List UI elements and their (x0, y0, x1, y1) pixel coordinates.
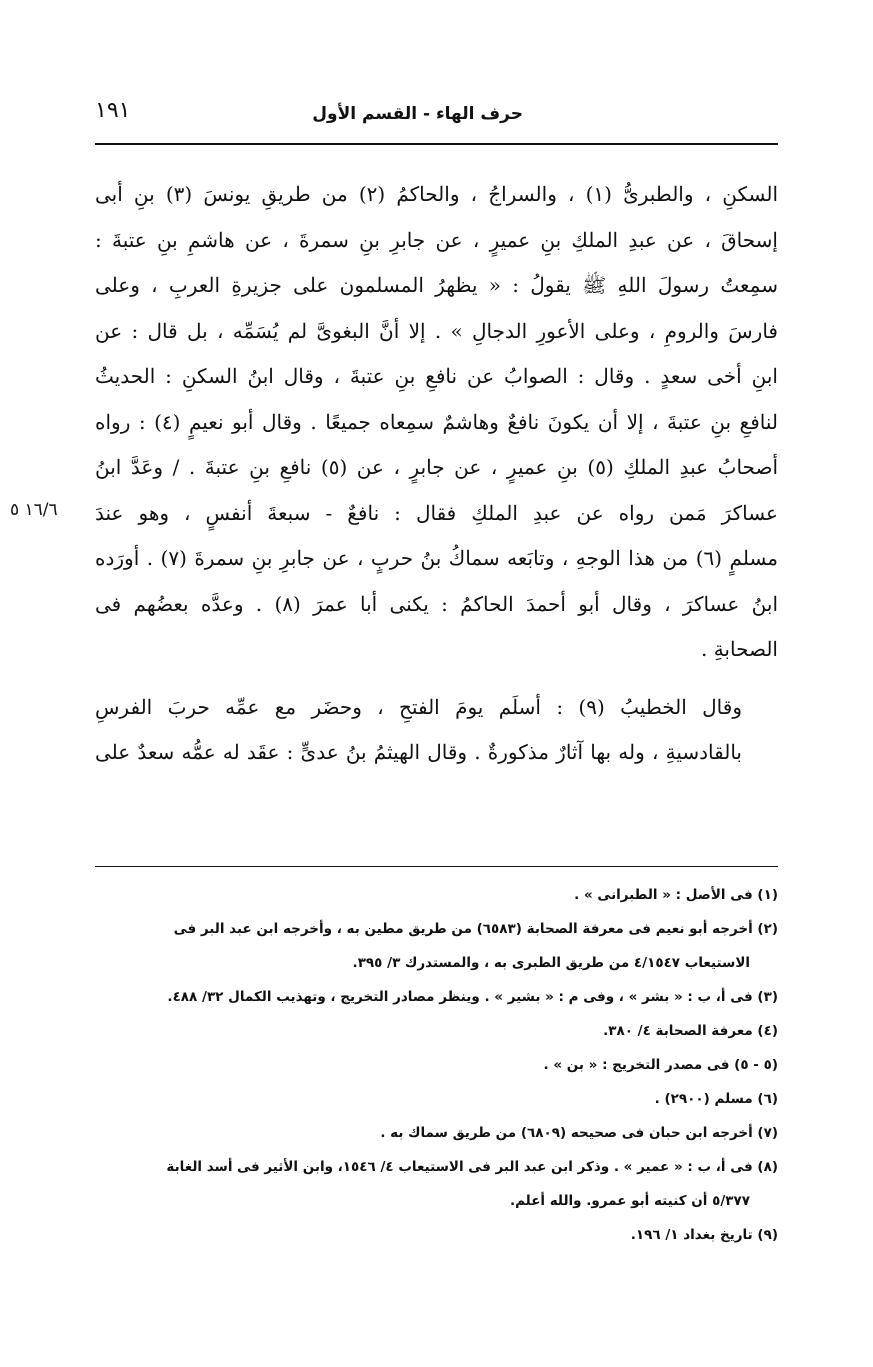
footnote: (٤) معرفة الصحابة ٤/ ٣٨٠. (603, 1023, 778, 1039)
paragraph-2 (95, 685, 778, 776)
text-line: أصحابُ عبدِ الملكِ (٥) بنِ عميرٍ ، عن جابرٍ ، عن (٥) نافعِ بنِ عتبةَ . / وعَدَّ ابنُ (95, 455, 778, 479)
margin-folio-note: ١٦/٦ ٥ (10, 500, 58, 520)
page-header (95, 98, 778, 138)
paragraph-1 (95, 172, 778, 673)
footnote: (٥ - ٥) فى مصدر التخريج : « بن » . (543, 1057, 778, 1073)
footnote: (١) فى الأصل : « الطبرانى » . (574, 887, 778, 903)
text-line: السكنِ ، والطبرىُّ (١) ، والسراجُ ، والحاكمُ (٢) من طريقِ يونسَ (٣) بنِ أبى (95, 182, 778, 206)
text-line: الصحابةِ . (700, 637, 778, 661)
text-line: بالقادسيةِ ، وله بها آثارٌ مذكورةٌ . وقال الهيثمُ بنُ عدىٍّ : عقَد له عمُّه سعدٌ على (95, 740, 742, 764)
text-line: فارسَ والرومِ ، وعلى الأعورِ الدجالِ » . إلا أنَّ البغوىَّ لم يُسَمِّه ، بل قال : عن (95, 318, 778, 343)
text-line: إسحاقَ ، عن عبدِ الملكِ بنِ عميرٍ ، عن جابرِ بنِ سمرةَ ، عن هاشمِ بنِ عتبةَ : (95, 227, 778, 252)
footnote-continuation: ٥/٣٧٧ أن كنيته أبو عمرو. والله أعلم. (509, 1193, 750, 1209)
text-line: عساكرَ مَمن رواه عن عبدِ الملكِ فقال : نافعٌ - سبعةَ أنفسٍ ، وهو عندَ (95, 500, 778, 525)
text-line: ابنِ أخى سعدٍ . وقال : الصوابُ عن نافعِ بنِ عتبةَ ، وقال ابنُ السكنِ : الحديثُ (95, 364, 778, 388)
footnote: (٧) أخرجه ابن حبان فى صحيحه (٦٨٠٩) من طريق سماك به . (380, 1125, 778, 1141)
footnote: (٨) فى أ، ب : « عمير » . وذكر ابن عبد البر فى الاستيعاب ٤/ ١٥٤٦، وابن الأثير فى أسد الغابة (166, 1159, 778, 1175)
footnote: (٣) فى أ، ب : « بشر » ، وفى م : « بشير » . وينظر مصادر التخريج ، وتهذيب الكمال ٣٢/ ٤٨٨. (167, 989, 778, 1005)
footnote-divider (95, 866, 778, 867)
running-title: حرف الهاء - القسم الأول (312, 104, 523, 124)
header-divider (95, 143, 778, 145)
footnote: (٢) أخرجه أبو نعيم فى معرفة الصحابة (٦٥٨٣) من طريق مطين به ، وأخرجه ابن عبد البر فى (173, 921, 778, 937)
page-number: ١٩١ (95, 98, 131, 123)
text-line: مسلمٍ (٦) من هذا الوجهِ ، وتابَعه سماكُ بنُ حربٍ ، عن جابرِ بنِ سمرةَ (٧) . أورَده (95, 546, 778, 570)
text-line: لنافعِ بنِ عتبةَ ، إلا أن يكونَ نافعٌ وهاشمٌ سمِعاه جميعًا . وقال أبو نعيمٍ (٤) : رواه (95, 409, 778, 434)
footnote-continuation: الاستيعاب ٤/١٥٤٧ من طريق الطبرى به ، والمستدرك ٣/ ٣٩٥. (352, 955, 750, 971)
footnotes (95, 878, 778, 1252)
footnote: (٩) تاريخ بغداد ١/ ١٩٦. (630, 1227, 778, 1243)
text-line: سمِعتُ رسولَ اللهِ ﷺ يقولُ : « يظهرُ المسلمون على جزيرةِ العربِ ، وعلى (95, 273, 778, 297)
text-line: وقال الخطيبُ (٩) : أسلَم يومَ الفتحِ ، وحضَر مع عمِّه حربَ الفرسِ (95, 694, 742, 719)
text-line: ابنُ عساكرَ ، وقال أبو أحمدَ الحاكمُ : يكنى أبا عمرَ (٨) . وعدَّه بعضُهم فى (95, 591, 778, 616)
main-text (95, 172, 778, 776)
footnote: (٦) مسلم (٢٩٠٠) . (654, 1091, 778, 1107)
